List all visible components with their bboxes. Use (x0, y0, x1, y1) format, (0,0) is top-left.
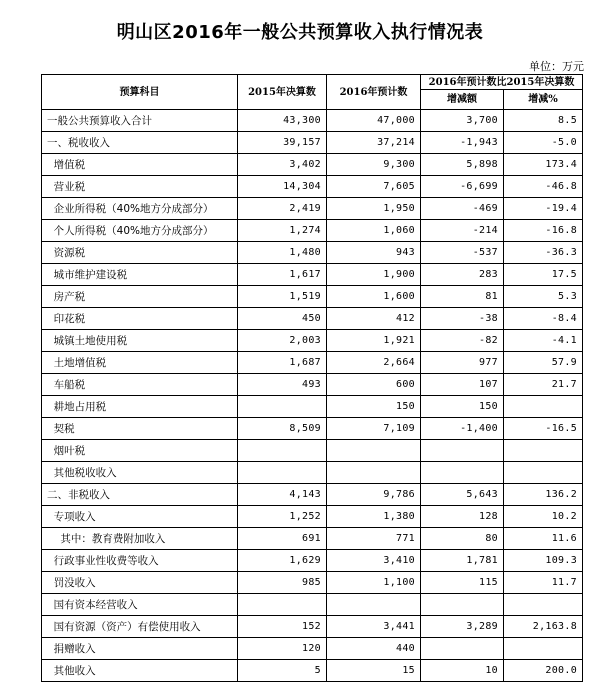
table-row (42, 396, 583, 418)
table-row (42, 286, 583, 308)
row-budget-2016: 47,000 (327, 110, 421, 132)
row-budget-2016: 943 (327, 242, 421, 264)
row-change: -6,699 (421, 176, 504, 198)
row-change-pct: 17.5 (504, 264, 583, 286)
row-change: -82 (421, 330, 504, 352)
row-change-pct: -8.4 (504, 308, 583, 330)
row-final-2015: 43,300 (238, 110, 327, 132)
row-subject: 企业所得税（40%地方分成部分） (42, 198, 238, 220)
row-final-2015: 493 (238, 374, 327, 396)
row-change-pct: -16.8 (504, 220, 583, 242)
row-change-pct: -19.4 (504, 198, 583, 220)
row-final-2015: 5 (238, 660, 327, 682)
row-final-2015: 1,629 (238, 550, 327, 572)
row-budget-2016: 1,921 (327, 330, 421, 352)
budget-table (41, 74, 583, 682)
table-row (42, 264, 583, 286)
table-row (42, 352, 583, 374)
row-change: -469 (421, 198, 504, 220)
table-row (42, 572, 583, 594)
row-final-2015: 39,157 (238, 132, 327, 154)
row-final-2015: 450 (238, 308, 327, 330)
row-budget-2016: 440 (327, 638, 421, 660)
row-subject: 国有资源（资产）有偿使用收入 (42, 616, 238, 638)
table-row (42, 440, 583, 462)
row-budget-2016 (327, 594, 421, 616)
row-budget-2016: 3,441 (327, 616, 421, 638)
row-change: 128 (421, 506, 504, 528)
table-row (42, 594, 583, 616)
row-change-pct: 57.9 (504, 352, 583, 374)
row-change: 5,643 (421, 484, 504, 506)
table-row (42, 462, 583, 484)
row-subject: 城市维护建设税 (42, 264, 238, 286)
row-change-pct: -16.5 (504, 418, 583, 440)
row-final-2015 (238, 396, 327, 418)
row-subject: 其他收入 (42, 660, 238, 682)
row-subject: 一、税收收入 (42, 132, 238, 154)
header-budget-2016: 2016年预计数 (327, 75, 421, 110)
table-row (42, 176, 583, 198)
row-subject: 耕地占用税 (42, 396, 238, 418)
row-subject: 其中：教育费附加收入 (42, 528, 238, 550)
table-row (42, 528, 583, 550)
row-budget-2016: 600 (327, 374, 421, 396)
row-change-pct: 8.5 (504, 110, 583, 132)
table-row (42, 418, 583, 440)
table-row (42, 308, 583, 330)
row-subject: 捐赠收入 (42, 638, 238, 660)
row-budget-2016: 9,300 (327, 154, 421, 176)
row-change: 107 (421, 374, 504, 396)
row-subject: 国有资本经营收入 (42, 594, 238, 616)
row-subject: 车船税 (42, 374, 238, 396)
row-subject: 一般公共预算收入合计 (42, 110, 238, 132)
table-row (42, 330, 583, 352)
row-budget-2016: 1,100 (327, 572, 421, 594)
header-change: 增减额 (421, 90, 504, 110)
table-row (42, 110, 583, 132)
row-final-2015: 8,509 (238, 418, 327, 440)
row-change-pct (504, 638, 583, 660)
row-change-pct: 10.2 (504, 506, 583, 528)
row-budget-2016: 1,060 (327, 220, 421, 242)
row-change: -214 (421, 220, 504, 242)
table-row (42, 660, 583, 682)
row-change-pct: 11.7 (504, 572, 583, 594)
row-final-2015: 1,252 (238, 506, 327, 528)
row-change: 10 (421, 660, 504, 682)
row-change: 3,289 (421, 616, 504, 638)
row-budget-2016: 7,109 (327, 418, 421, 440)
row-change-pct: 2,163.8 (504, 616, 583, 638)
row-budget-2016: 771 (327, 528, 421, 550)
row-budget-2016: 37,214 (327, 132, 421, 154)
header-subject: 预算科目 (42, 75, 238, 110)
row-change: 115 (421, 572, 504, 594)
row-change-pct (504, 396, 583, 418)
row-subject: 房产税 (42, 286, 238, 308)
row-budget-2016: 1,380 (327, 506, 421, 528)
row-budget-2016 (327, 440, 421, 462)
row-subject: 资源税 (42, 242, 238, 264)
table-row (42, 154, 583, 176)
table-row (42, 374, 583, 396)
row-subject: 土地增值税 (42, 352, 238, 374)
row-final-2015: 4,143 (238, 484, 327, 506)
row-change: -537 (421, 242, 504, 264)
row-change (421, 440, 504, 462)
row-change: 80 (421, 528, 504, 550)
row-subject: 印花税 (42, 308, 238, 330)
row-change: -38 (421, 308, 504, 330)
row-budget-2016: 15 (327, 660, 421, 682)
table-row (42, 220, 583, 242)
row-budget-2016: 7,605 (327, 176, 421, 198)
row-final-2015: 3,402 (238, 154, 327, 176)
row-subject: 契税 (42, 418, 238, 440)
row-change (421, 594, 504, 616)
row-final-2015 (238, 462, 327, 484)
row-budget-2016: 1,900 (327, 264, 421, 286)
row-budget-2016 (327, 462, 421, 484)
row-final-2015 (238, 440, 327, 462)
row-change: 1,781 (421, 550, 504, 572)
row-change-pct (504, 594, 583, 616)
row-change-pct: 173.4 (504, 154, 583, 176)
table-row (42, 506, 583, 528)
header-change-pct: 增减% (504, 90, 583, 110)
row-subject: 增值税 (42, 154, 238, 176)
row-change-pct: 11.6 (504, 528, 583, 550)
row-final-2015: 1,480 (238, 242, 327, 264)
row-final-2015: 1,519 (238, 286, 327, 308)
row-subject: 城镇土地使用税 (42, 330, 238, 352)
row-change-pct: -5.0 (504, 132, 583, 154)
row-final-2015: 120 (238, 638, 327, 660)
row-change-pct: 200.0 (504, 660, 583, 682)
row-final-2015: 2,003 (238, 330, 327, 352)
row-budget-2016: 150 (327, 396, 421, 418)
row-final-2015: 691 (238, 528, 327, 550)
table-row (42, 242, 583, 264)
row-final-2015: 1,274 (238, 220, 327, 242)
header-compare: 2016年预计数比2015年决算数 (421, 75, 583, 90)
table-row (42, 484, 583, 506)
row-budget-2016: 412 (327, 308, 421, 330)
row-change-pct (504, 440, 583, 462)
row-subject: 行政事业性收费等收入 (42, 550, 238, 572)
row-subject: 罚没收入 (42, 572, 238, 594)
header-final-2015: 2015年决算数 (238, 75, 327, 110)
row-final-2015: 14,304 (238, 176, 327, 198)
row-budget-2016: 9,786 (327, 484, 421, 506)
row-change: 3,700 (421, 110, 504, 132)
table-row (42, 132, 583, 154)
unit-label: 单位：万元 (529, 60, 584, 73)
table-row (42, 638, 583, 660)
row-final-2015: 1,687 (238, 352, 327, 374)
table-row (42, 550, 583, 572)
row-change-pct: -46.8 (504, 176, 583, 198)
row-change (421, 462, 504, 484)
row-change: 5,898 (421, 154, 504, 176)
row-budget-2016: 2,664 (327, 352, 421, 374)
row-budget-2016: 3,410 (327, 550, 421, 572)
row-change: 81 (421, 286, 504, 308)
row-change-pct: 109.3 (504, 550, 583, 572)
table-header (42, 75, 583, 110)
row-subject: 烟叶税 (42, 440, 238, 462)
row-change-pct: 136.2 (504, 484, 583, 506)
row-change-pct: 5.3 (504, 286, 583, 308)
row-final-2015: 2,419 (238, 198, 327, 220)
row-subject: 个人所得税（40%地方分成部分） (42, 220, 238, 242)
row-change-pct (504, 462, 583, 484)
table-row (42, 616, 583, 638)
row-change: -1,400 (421, 418, 504, 440)
table-body (42, 110, 583, 682)
row-subject: 二、非税收入 (42, 484, 238, 506)
row-change: 150 (421, 396, 504, 418)
row-change: 283 (421, 264, 504, 286)
row-subject: 其他税收收入 (42, 462, 238, 484)
row-change: -1,943 (421, 132, 504, 154)
row-final-2015 (238, 594, 327, 616)
row-change-pct: -36.3 (504, 242, 583, 264)
row-change (421, 638, 504, 660)
row-budget-2016: 1,600 (327, 286, 421, 308)
row-subject: 营业税 (42, 176, 238, 198)
row-subject: 专项收入 (42, 506, 238, 528)
row-change: 977 (421, 352, 504, 374)
row-final-2015: 1,617 (238, 264, 327, 286)
table-row (42, 198, 583, 220)
row-final-2015: 985 (238, 572, 327, 594)
row-change-pct: -4.1 (504, 330, 583, 352)
row-change-pct: 21.7 (504, 374, 583, 396)
row-budget-2016: 1,950 (327, 198, 421, 220)
row-final-2015: 152 (238, 616, 327, 638)
page-title: 明山区2016年一般公共预算收入执行情况表 (116, 22, 484, 43)
